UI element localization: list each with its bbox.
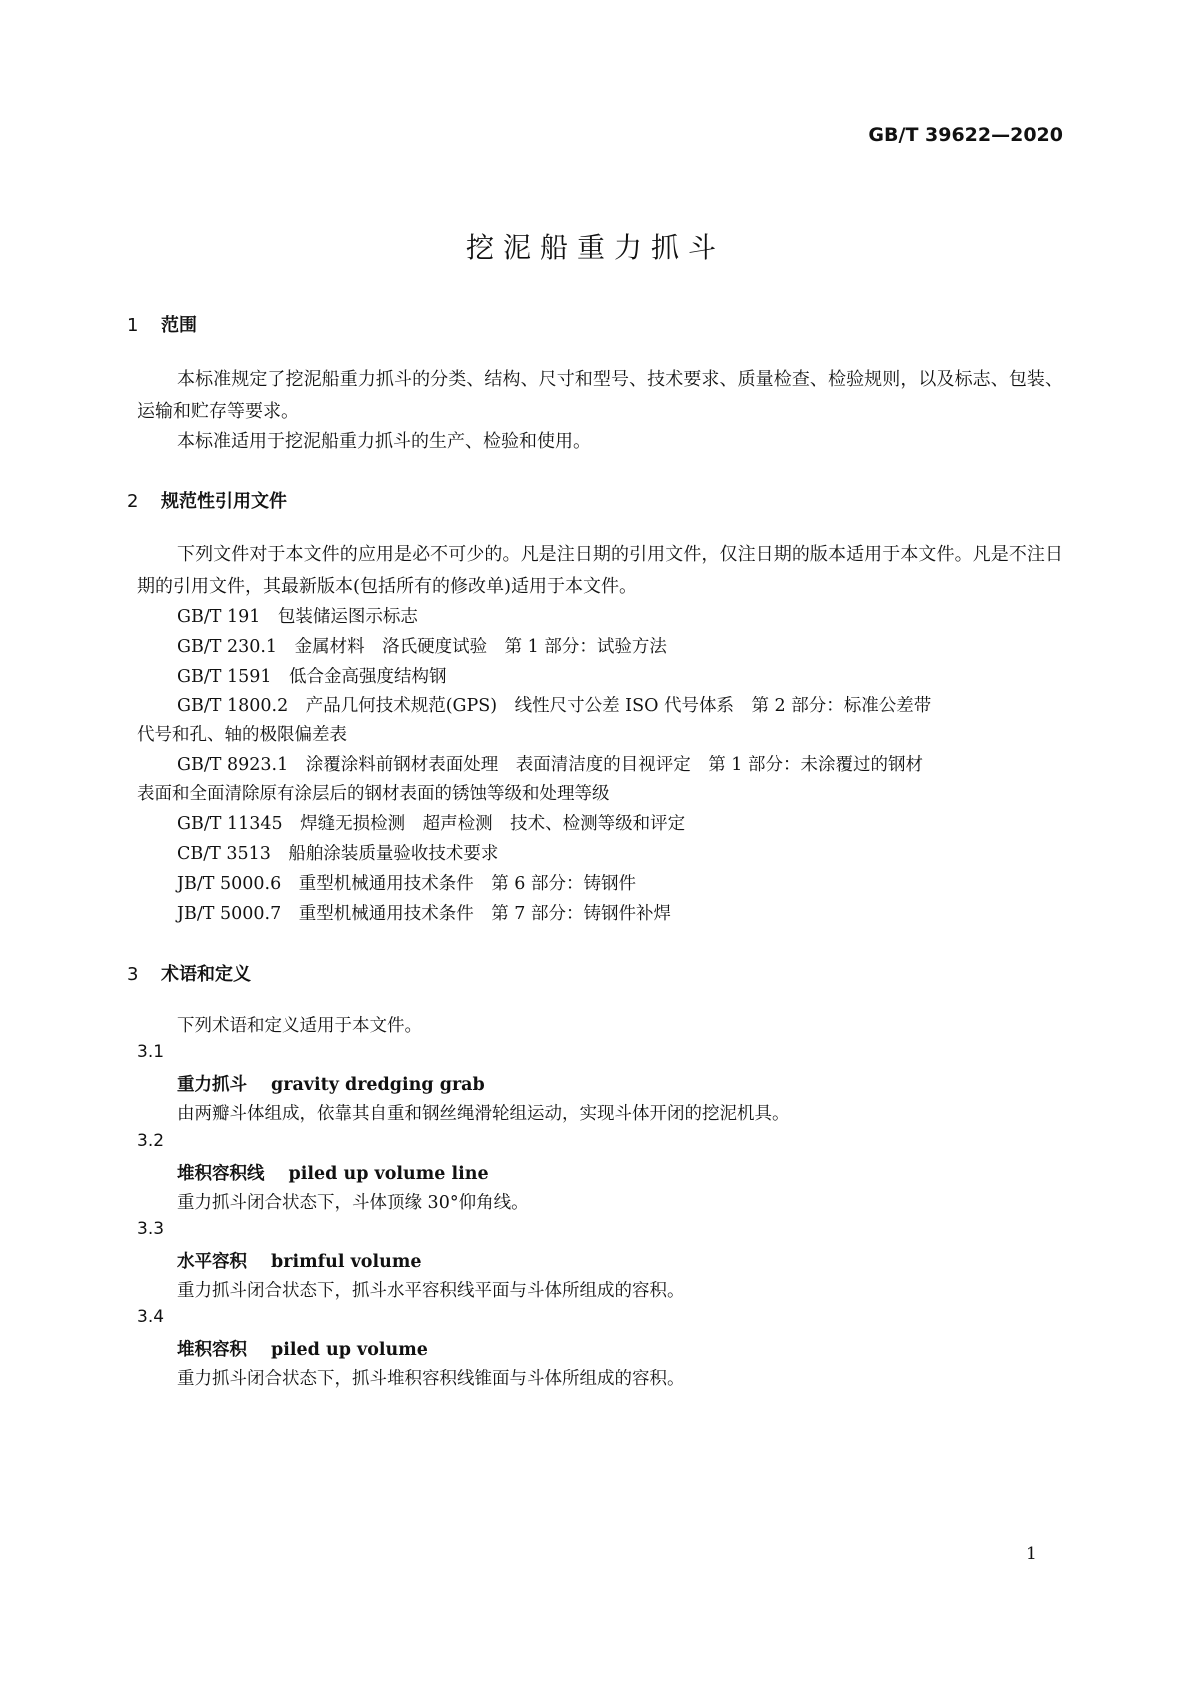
term-cn: 重力抓斗 <box>177 1075 247 1095</box>
section-title: 术语和定义 <box>161 964 251 985</box>
term-cn: 水平容积 <box>177 1252 247 1272</box>
term-number: 3.1 <box>137 1042 165 1062</box>
terms-intro: 下列术语和定义适用于本文件。 <box>177 1016 422 1036</box>
term-en: piled up volume <box>271 1340 428 1360</box>
reference-code: GB/T 191 <box>177 607 261 627</box>
reference-item <box>177 692 931 717</box>
reference-title: 涂覆涂料前钢材表面处理 表面清洁度的目视评定 第 1 部分：未涂覆过的钢材 <box>305 755 923 775</box>
term-number: 3.3 <box>137 1219 165 1239</box>
reference-code: GB/T 11345 <box>177 814 283 834</box>
references-intro: 下列文件对于本文件的应用是必不可少的。凡是注日期的引用文件，仅注日期的版本适用于本文件。凡是不注日期的引用文件，其最新版本(包括所有的修改单)适用于本文件。 <box>137 544 1063 597</box>
scope-paragraph-2: 本标准适用于挖泥船重力抓斗的生产、检验和使用。 <box>177 431 591 452</box>
term-en: brimful volume <box>271 1252 422 1272</box>
reference-code: JB/T 5000.6 <box>177 874 282 894</box>
term-cn: 堆积容积线 <box>177 1164 265 1184</box>
reference-continuation: 表面和全面清除原有涂层后的钢材表面的锈蚀等级和处理等级 <box>137 784 610 804</box>
reference-title: 焊缝无损检测 超声检测 技术、检测等级和评定 <box>300 814 686 834</box>
reference-item <box>177 633 667 658</box>
term-heading <box>177 1071 485 1096</box>
reference-code: GB/T 8923.1 <box>177 755 289 775</box>
reference-item <box>177 810 685 835</box>
term-number: 3.2 <box>137 1131 165 1151</box>
reference-code: GB/T 230.1 <box>177 637 278 657</box>
reference-title: 包装储运图示标志 <box>277 607 418 627</box>
reference-title: 产品几何技术规范(GPS) 线性尺寸公差 ISO 代号体系 第 2 部分：标准公差带 <box>305 696 932 716</box>
term-heading <box>177 1248 421 1273</box>
reference-item <box>177 603 418 628</box>
section-title: 范围 <box>161 315 197 336</box>
section-heading-scope <box>127 311 197 337</box>
term-en: piled up volume line <box>288 1164 489 1184</box>
reference-title: 金属材料 洛氏硬度试验 第 1 部分：试验方法 <box>294 637 667 657</box>
standard-code: GB/T 39622—2020 <box>868 124 1063 146</box>
reference-title: 船舶涂装质量验收技术要求 <box>288 844 499 864</box>
term-definition: 重力抓斗闭合状态下，抓斗水平容积线平面与斗体所组成的容积。 <box>177 1281 685 1301</box>
section-number: 3 <box>127 964 139 985</box>
term-definition: 重力抓斗闭合状态下，抓斗堆积容积线锥面与斗体所组成的容积。 <box>177 1369 685 1389</box>
reference-code: GB/T 1800.2 <box>177 696 289 716</box>
reference-code: CB/T 3513 <box>177 844 271 864</box>
term-definition: 由两瓣斗体组成，依靠其自重和钢丝绳滑轮组运动，实现斗体开闭的挖泥机具。 <box>177 1104 790 1124</box>
reference-item <box>177 870 636 895</box>
document-title: 挖泥船重力抓斗 <box>465 231 725 264</box>
term-heading <box>177 1160 489 1185</box>
section-heading-references <box>127 487 287 513</box>
term-en: gravity dredging grab <box>271 1075 485 1095</box>
section-number: 2 <box>127 491 139 512</box>
reference-item <box>177 751 923 776</box>
term-number: 3.4 <box>137 1307 165 1327</box>
section-heading-terms <box>127 960 251 986</box>
reference-item <box>177 663 447 688</box>
reference-item <box>177 900 671 925</box>
page-number: 1 <box>1026 1544 1037 1564</box>
reference-continuation: 代号和孔、轴的极限偏差表 <box>137 725 347 745</box>
term-definition: 重力抓斗闭合状态下，斗体顶缘 30°仰角线。 <box>177 1193 529 1213</box>
reference-title: 低合金高强度结构钢 <box>289 667 447 687</box>
term-cn: 堆积容积 <box>177 1340 247 1360</box>
reference-item <box>177 840 498 865</box>
reference-code: GB/T 1591 <box>177 667 272 687</box>
reference-code: JB/T 5000.7 <box>177 904 282 924</box>
section-number: 1 <box>127 315 139 336</box>
section-title: 规范性引用文件 <box>161 491 287 512</box>
reference-title: 重型机械通用技术条件 第 7 部分：铸钢件补焊 <box>298 904 672 924</box>
scope-paragraph-1: 本标准规定了挖泥船重力抓斗的分类、结构、尺寸和型号、技术要求、质量检查、检验规则，以及标志、包装、运输和贮存等要求。 <box>137 369 1063 422</box>
term-heading <box>177 1336 428 1361</box>
reference-title: 重型机械通用技术条件 第 6 部分：铸钢件 <box>298 874 637 894</box>
